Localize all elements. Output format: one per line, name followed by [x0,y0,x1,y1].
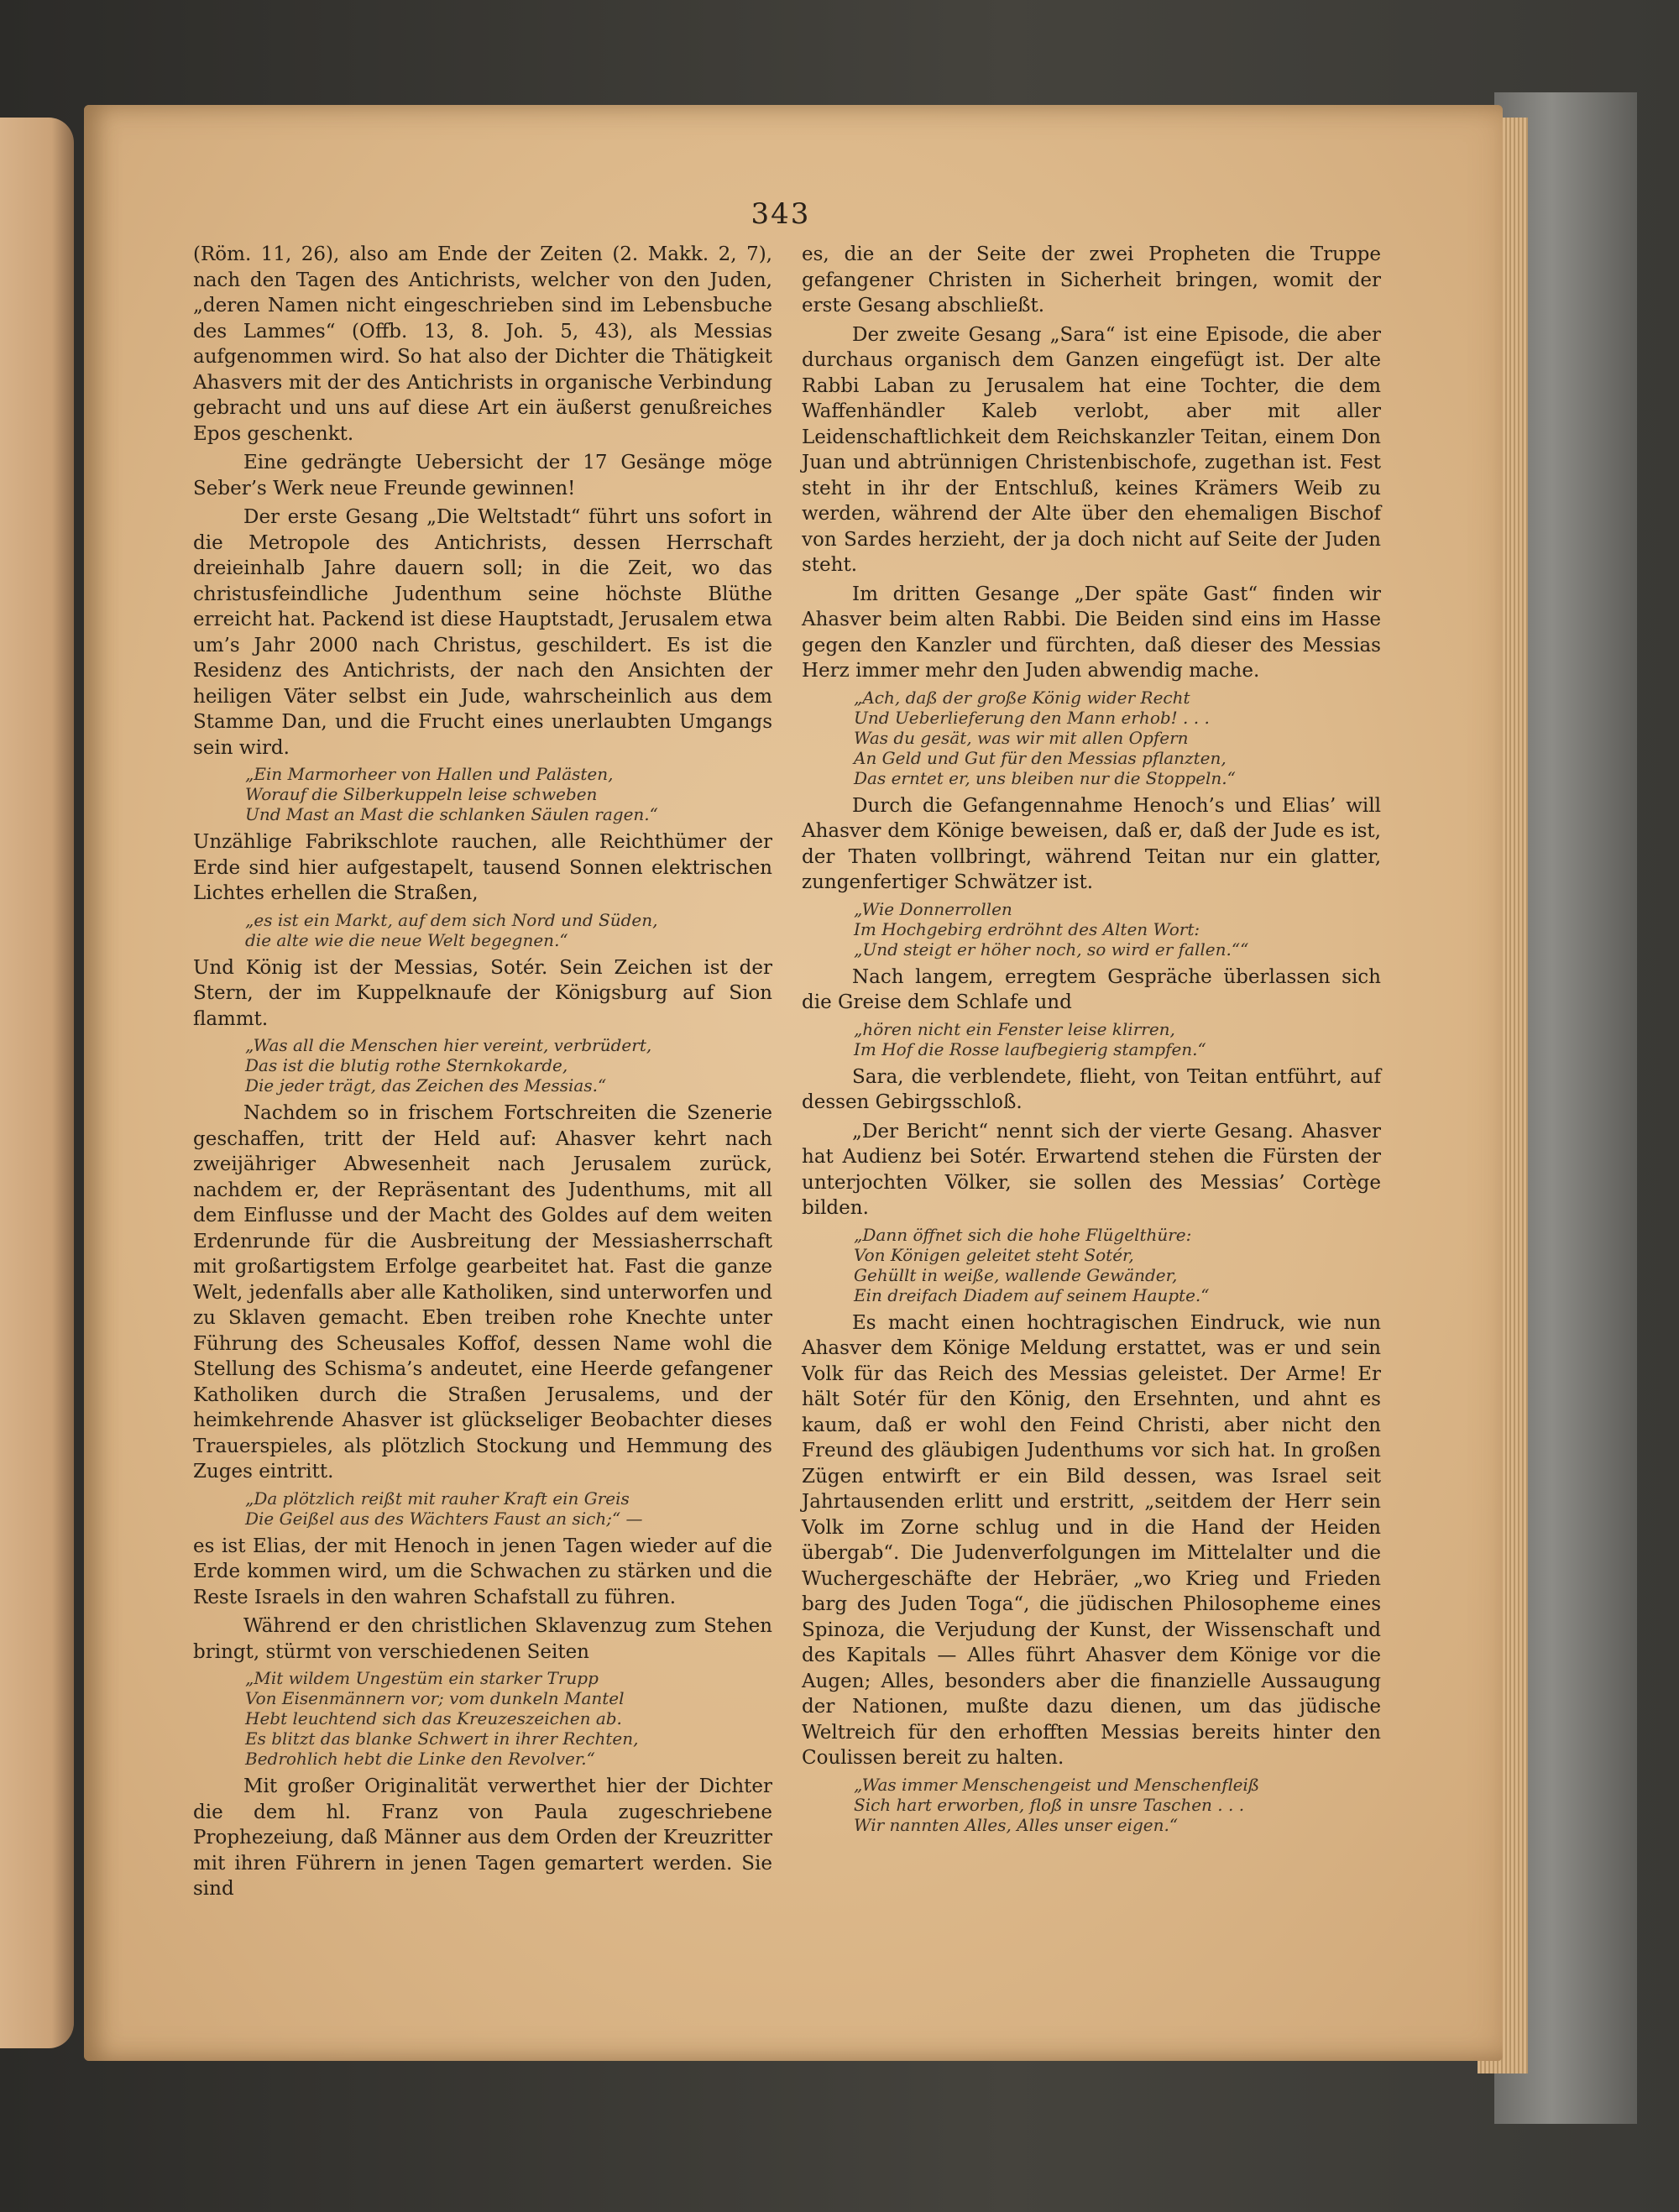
verse-line: Bedrohlich hebt die Linke den Revolver.“ [245,1749,595,1769]
verse-line: „Und steigt er höher noch, so wird er fallen.““ [854,939,1249,960]
paragraph: „Der Bericht“ nennt sich der vierte Gesang. Ahasver hat Audienz bei Sotér. Erwartend stehen die Fürsten der unterjochten Völker, sie sollen des Messias’ Cortège bilden. [802,1120,1381,1219]
verse-line: Und Ueberlieferung den Mann erhob! . . . [854,707,1210,728]
paragraph: Und König ist der Messias, Sotér. Sein Zeichen ist der Stern, der im Kuppelknaufe der Königsburg auf Sion flammt. [193,956,772,1030]
verse-line: Von Eisenmännern vor; vom dunkeln Mantel [245,1688,625,1708]
verse-quote [854,899,1381,960]
verse-line: An Geld und Gut für den Messias pflanzten, [854,747,1227,768]
paragraph: Während er den christlichen Sklavenzug zum Stehen bringt, stürmt von verschiedenen Seiten [193,1615,772,1663]
paragraph: Der erste Gesang „Die Weltstadt“ führt uns sofort in die Metropole des Antichrists, dessen Herrschaft dreieinhalb Jahre dauern soll; in die Zeit, wo das christusfeindliche Judenthum seine höchste Blüthe erreicht hat. Packend ist diese Hauptstadt, Jerusalem etwa um’s Jahr 2000 nach Christus, geschildert. Es ist die Residenz des Antichrists, der nach den Ansichten der heiligen Väter selbst ein Jude, wahrscheinlich aus dem Stamme Dan, und die Frucht eines unerlaubten Umgangs sein wird. [193,506,772,759]
paragraph: Eine gedrängte Uebersicht der 17 Gesänge möge Seber’s Werk neue Freunde gewinnen! [193,452,772,499]
verse-line: „Da plötzlich reißt mit rauher Kraft ein Greis [245,1488,630,1509]
right-column [802,242,1381,1840]
verse-quote [245,1488,772,1529]
verse-line: Es blitzt das blanke Schwert in ihrer Rechten, [245,1728,639,1749]
verse-quote [854,1775,1381,1835]
verse-line: Von Königen geleitet steht Sotér, [854,1244,1134,1265]
verse-line: „hören nicht ein Fenster leise klirren, [854,1018,1175,1039]
verse-line: Hebt leuchtend sich das Kreuzeszeichen ab. [245,1708,622,1728]
verse-line: Die Geißel aus des Wächters Faust an sich;“ — [245,1508,643,1529]
paragraph: Nach langem, erregtem Gespräche überlassen sich die Greise dem Schlafe und [802,965,1381,1013]
paragraph: Sara, die verblendete, flieht, von Teitan entführt, auf dessen Gebirgsschloß. [802,1065,1381,1113]
verse-line: „Was all die Menschen hier vereint, verbrüdert, [245,1035,652,1055]
paragraph: Der zweite Gesang „Sara“ ist eine Episode, die aber durchaus organisch dem Ganzen eingefügt ist. Der alte Rabbi Laban zu Jerusalem hat eine Tochter, die dem Waffenhändler Kaleb verlobt, aber mit aller Leidenschaftlichkeit dem Reichskanzler Teitan, einem Don Juan und abtrünnigen Christenbischofe, zugethan ist. Fest steht in ihr der Entschluß, keines Krämers Weib zu werden, während der Alte über den ehemaligen Bischof von Sardes herzieht, der ja doch nicht auf Seite der Juden steht. [802,323,1381,576]
paragraph: Durch die Gefangennahme Henoch’s und Elias’ will Ahasver dem Könige beweisen, daß er, daß der Jude es ist, der Thaten vollbringt, während Teitan nur ein glatter, zungenfertiger Schwätzer ist. [802,794,1381,893]
paragraph: Mit großer Originalität verwerthet hier der Dichter die dem hl. Franz von Paula zugeschriebene Prophezeiung, daß Männer aus dem Orden der Kreuzritter mit ihren Führern in jenen Tagen gemartert werden. Sie sind [193,1775,772,1900]
paragraph: (Röm. 11, 26), also am Ende der Zeiten (2. Makk. 2, 7), nach den Tagen des Antichrists, welcher von den Juden, „deren Namen nicht eingeschrieben sind im Lebensbuche des Lammes“ (Offb. 13, 8. Joh. 5, 43), als Messias aufgenommen wird. So hat also der Dichter die Thätigkeit Ahasvers mit der des Antichrists in organische Verbindung gebracht und uns auf diese Art ein äußerst genußreiches Epos geschenkt. [193,243,772,445]
verse-line: „Dann öffnet sich die hohe Flügelthüre: [854,1224,1192,1245]
left-column [193,242,772,1906]
verse-line: Worauf die Silberkuppeln leise schweben [245,784,598,804]
verse-line: Ein dreifach Diadem auf seinem Haupte.“ [854,1284,1210,1305]
paragraph: Es macht einen hochtragischen Eindruck, wie nun Ahasver dem Könige Meldung erstattet, was er und sein Volk für das Reich des Messias geleistet. Der Arme! Er hält Sotér für den König, den Ersehnten, und ahnt es kaum, daß er wohl den Feind Christi, aber nicht den Freund des gläubigen Judenthums vor sich hat. In großen Zügen entwirft er ein Bild dessen, was Israel seit Jahrtausenden erlitt und erstritt, „seitdem der Herr sein Volk im Zorne schlug und in die Hand der Heiden übergab“. Die Judenverfolgungen im Mittelalter und die Wuchergeschäfte der Hebräer, „wo Krieg und Frieden barg des Juden Toga“, die jüdischen Philosopheme eines Spinoza, die Verjudung der Kunst, der Wissenschaft und des Kapitals — Alles führt Ahasver dem Könige vor die Augen; Alles, besonders aber die finanzielle Aussaugung der Nationen, mußte dazu dienen, um das jüdische Weltreich für den erhofften Messias bereits hinter den Coulissen bereit zu halten. [802,1311,1381,1769]
verse-line: Das ist die blutig rothe Sternkokarde, [245,1055,568,1075]
verse-quote [245,1035,772,1096]
verse-quote [245,764,772,824]
verse-line: Sich hart erworben, floß in unsre Taschen . . . [854,1794,1245,1815]
verse-line: „Wie Donnerrollen [854,898,1012,919]
page-number: 343 [751,197,811,231]
paragraph: es, die an der Seite der zwei Propheten die Truppe gefangener Christen in Sicherheit bringen, womit der erste Gesang abschließt. [802,243,1381,316]
verse-quote [245,1668,772,1769]
verse-quote [854,1019,1381,1059]
verse-line: die alte wie die neue Welt begegnen.“ [245,929,568,950]
verse-quote [854,1225,1381,1305]
verse-line: „Was immer Menschengeist und Menschenfleiß [854,1774,1260,1795]
verse-line: Das erntet er, uns bleiben nur die Stoppeln.“ [854,767,1236,788]
paragraph: es ist Elias, der mit Henoch in jenen Tagen wieder auf die Erde kommen wird, um die Schwachen zu stärken und die Reste Israels in den wahren Schafstall zu führen. [193,1535,772,1608]
paragraph: Im dritten Gesange „Der späte Gast“ finden wir Ahasver beim alten Rabbi. Die Beiden sind eins im Hasse gegen den Kanzler und fürchten, daß dieser des Messias Herz immer mehr den Juden abwendig mache. [802,583,1381,682]
verse-line: „Ein Marmorheer von Hallen und Palästen, [245,764,614,784]
verse-quote [854,688,1381,788]
verse-line: „Ach, daß der große König wider Recht [854,687,1190,708]
verse-quote [245,910,772,950]
verse-line: „Mit wildem Ungestüm ein starker Trupp [245,1668,599,1688]
verse-line: „es ist ein Markt, auf dem sich Nord und Süden, [245,909,658,930]
verse-line: Im Hof die Rosse laufbegierig stampfen.“ [854,1038,1206,1059]
verse-line: Wir nannten Alles, Alles unser eigen.“ [854,1814,1179,1835]
verse-line: Und Mast an Mast die schlanken Säulen ragen.“ [245,804,658,824]
verse-line: Im Hochgebirg erdröhnt des Alten Wort: [854,918,1200,939]
paragraph: Unzählige Fabrikschlote rauchen, alle Reichthümer der Erde sind hier aufgestapelt, tausend Sonnen elektrischen Lichtes erhellen die Straßen, [193,831,772,904]
verse-line: Gehüllt in weiße, wallende Gewänder, [854,1264,1178,1285]
verse-line: Was du gesät, was wir mit allen Opfern [854,727,1189,748]
facing-page-edge [0,118,74,2048]
paragraph: Nachdem so in frischem Fortschreiten die Szenerie geschaffen, tritt der Held auf: Ahasver kehrt nach zweijähriger Abwesenheit nach Jerusalem zurück, nachdem er, der Repräsentant des Judenthums, mit all dem Einflusse und der Macht des Goldes auf dem weiten Erdenrunde für die Ausbreitung der Messiasherrschaft mit großartigstem Erfolge gearbeitet hat. Fast die ganze Welt, jedenfalls aber alle Katholiken, sind unterworfen und zu Sklaven gemacht. Eben treiben rohe Knechte unter Führung des Scheusales Koffof, dessen Name wohl die Stellung des Schisma’s andeutet, eine Heerde gefangener Katholiken durch die Straßen Jerusalems, und der heimkehrende Ahasver ist glückseliger Beobachter dieses Trauerspieles, als plötzlich Stockung und Hemmung des Zuges eintritt. [193,1102,772,1483]
verse-line: Die jeder trägt, das Zeichen des Messias.“ [245,1075,607,1096]
